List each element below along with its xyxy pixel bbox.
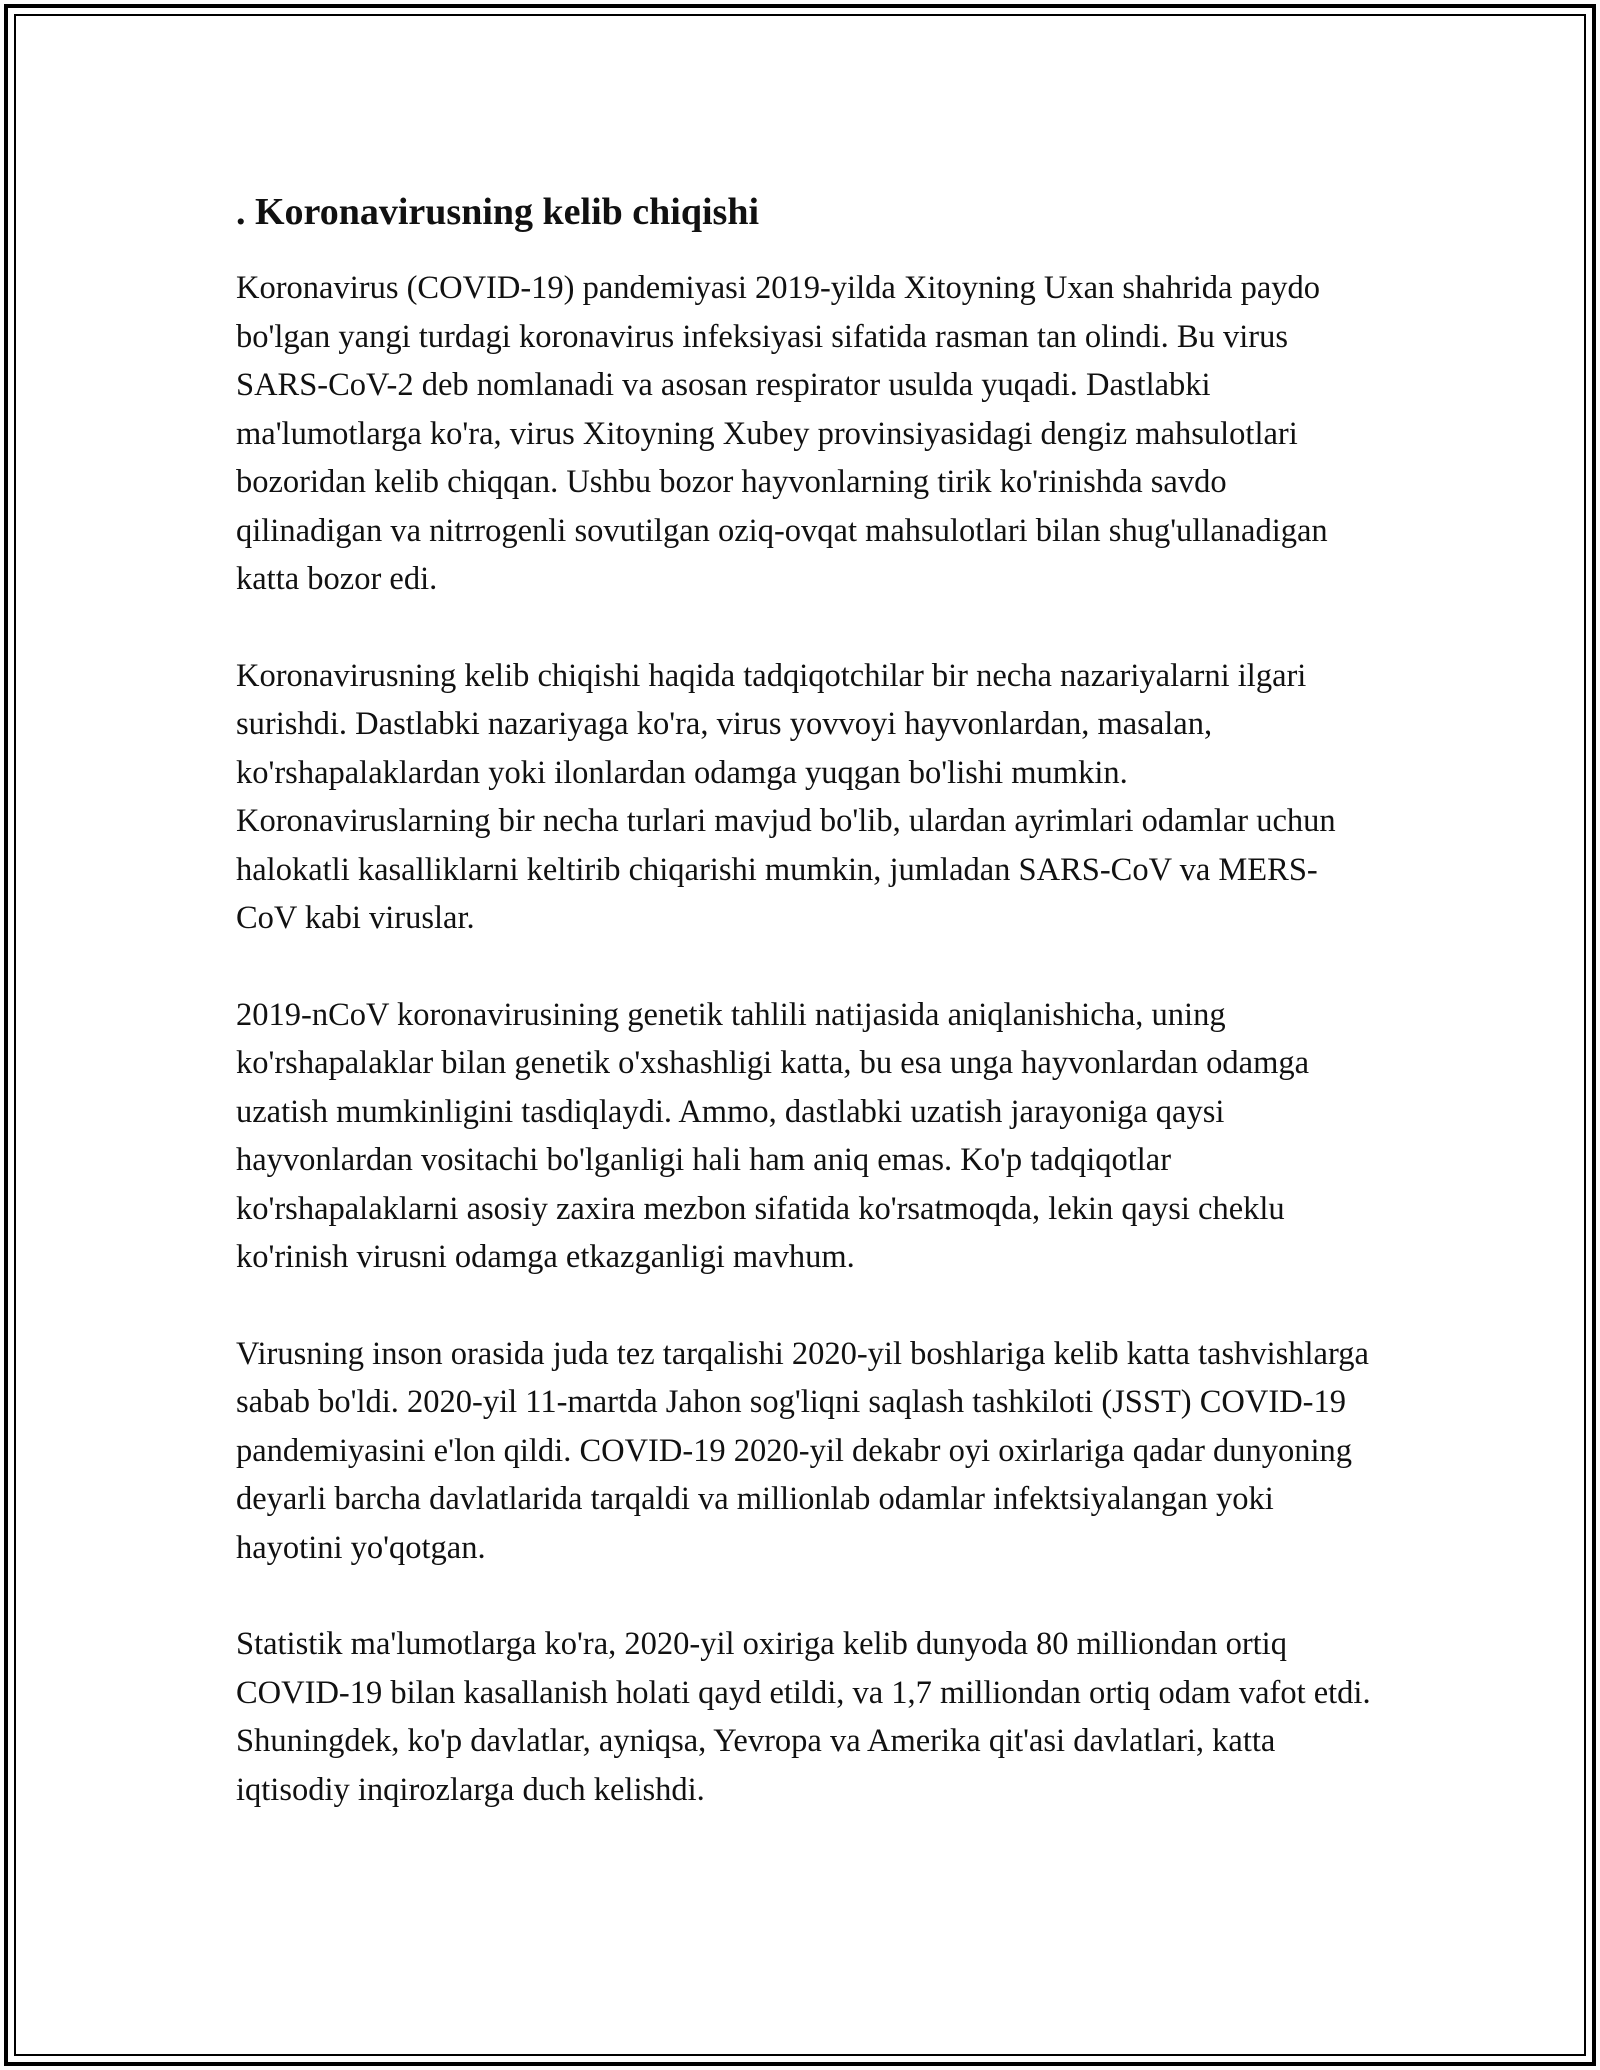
- paragraph-genetics: 2019-nCoV koronavirusining genetik tahlili natijasida aniqlanishicha, uning ko'rshapalaklar bilan genetik o'xshashligi katta, bu esa unga hayvonlardan odamga uzatish mumkinligini tasdiqlaydi. Ammo, dastlabki uzatish jarayoniga qaysi hayvonlardan vositachi bo'lganligi hali ham aniq emas. Ko'p tadqiqotlar ko'rshapalaklarni asosiy zaxira mezbon sifatida ko'rsatmoqda, lekin qaysi cheklu ko'rinish virusni odamga etkazganligi mavhum.: [236, 996, 1310, 1275]
- paragraph-spread: Virusning inson orasida juda tez tarqalishi 2020-yil boshlariga kelib katta tashvishlarga sabab bo'ldi. 2020-yil 11-martda Jahon sog'liqni saqlash tashkiloti (JSST) COVID-19 pandemiyasini e'lon qildi. COVID-19 2020-yil dekabr oyi oxirlariga qadar dunyoning deyarli barcha davlatlarida tarqaldi va millionlab odamlar infektsiyalangan yoki hayotini yo'qotgan.: [236, 1335, 1369, 1566]
- paragraph-origin: Koronavirus (COVID-19) pandemiyasi 2019-yilda Xitoyning Uxan shahrida paydo bo'lgan yangi turdagi koronavirus infeksiyasi sifatida rasman tan olindi. Bu virus SARS-CoV-2 deb nomlanadi va asosan respirator usulda yuqadi. Dastlabki ma'lumotlarga ko'ra, virus Xitoyning Xubey provinsiyasidagi dengiz mahsulotlari bozoridan kelib chiqqan. Ushbu bozor hayvonlarning tirik ko'rinishda savdo qilinadigan va nitrrogenli sovutilgan oziq-ovqat mahsulotlari bilan shug'ullanadigan katta bozor edi.: [236, 270, 1328, 597]
- paragraph-theories: Koronavirusning kelib chiqishi haqida tadqiqotchilar bir necha nazariyalarni ilgari surishdi. Dastlabki nazariyaga ko'ra, virus yovvoyi hayvonlardan, masalan, ko'rshapalaklardan yoki ilonlardan odamga yuqgan bo'lishi mumkin. Koronaviruslarning bir necha turlari mavjud bo'lib, ulardan ayrimlari odamlar uchun halokatli kasalliklarni keltirib chiqarishi mumkin, jumladan SARS-CoV va MERS-CoV kabi viruslar.: [236, 657, 1336, 936]
- paragraph-statistics: Statistik ma'lumotlarga ko'ra, 2020-yil oxiriga kelib dunyoda 80 milliondan ortiq COVID-19 bilan kasallanish holati qayd etildi, va 1,7 milliondan ortiq odam vafot etdi. Shuningdek, ko'p davlatlar, ayniqsa, Yevropa va Amerika qit'asi davlatlari, katta iqtisodiy inqirozlarga duch kelishdi.: [236, 1626, 1371, 1808]
- document-body: [236, 186, 1376, 1862]
- document-title: . Koronavirusning kelib chiqishi: [236, 191, 760, 233]
